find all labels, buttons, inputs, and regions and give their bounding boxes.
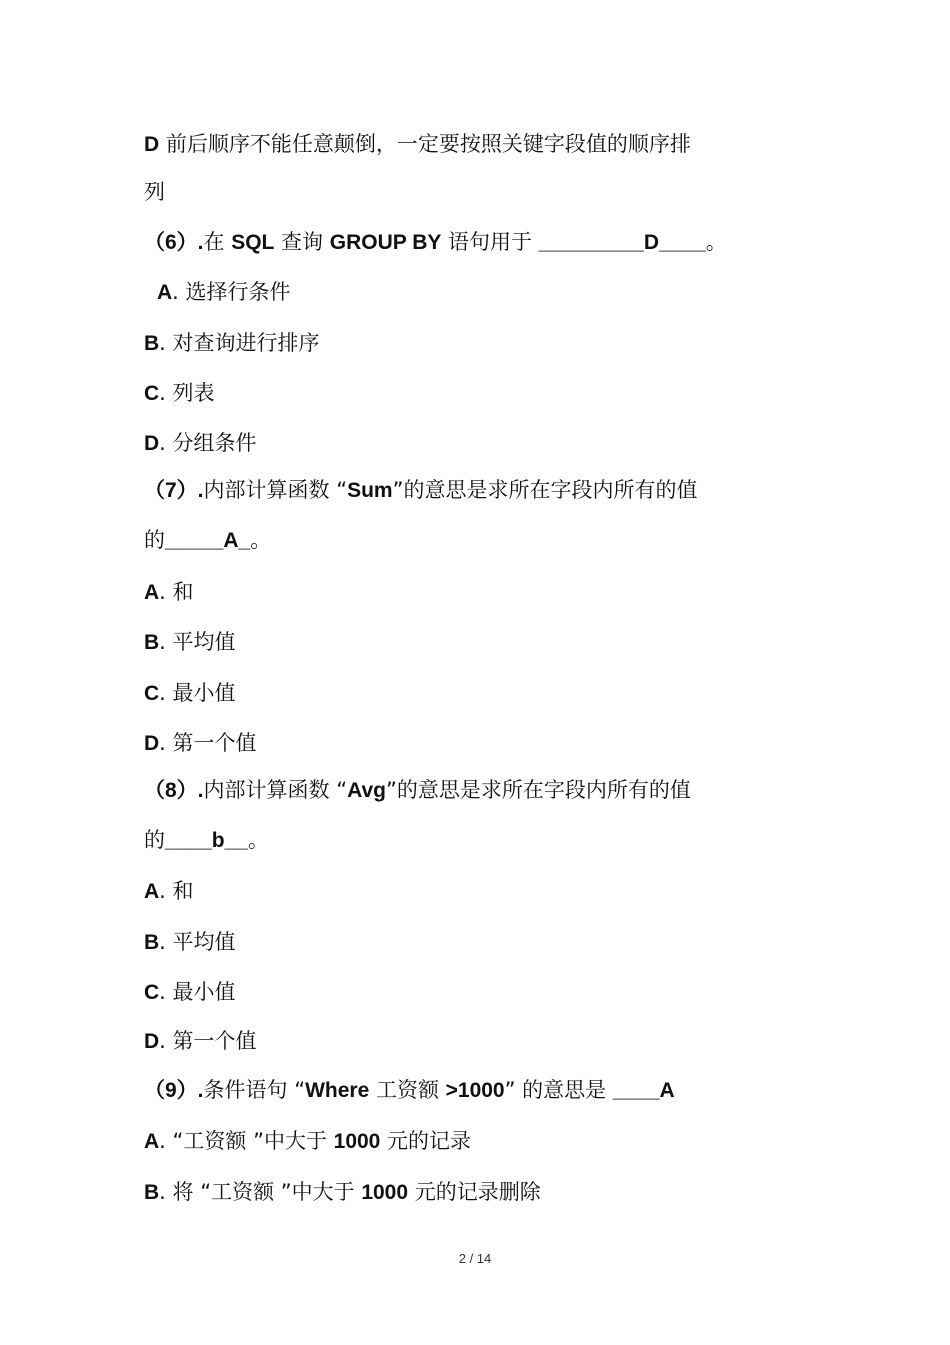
option-text: . 对查询进行排序 — [159, 331, 320, 355]
answer-blank: _________D____ — [538, 231, 706, 254]
line-text: 。 — [705, 230, 727, 254]
answer-blank: ____b__ — [165, 829, 248, 852]
line-text: 前后顺序不能任意颠倒，一定要按照关键字段值的顺序排 — [159, 132, 691, 156]
keyword: Sum — [347, 479, 393, 502]
option-letter: D — [144, 732, 160, 755]
question-6 — [144, 227, 727, 258]
option-c — [144, 378, 215, 409]
question-7-cont — [144, 525, 271, 556]
text-line — [144, 177, 165, 207]
line-text: 。 — [247, 828, 269, 852]
option-letter: B — [144, 931, 160, 954]
question-number: （6）. — [144, 231, 204, 254]
text-line — [144, 129, 691, 160]
keyword: SQL — [231, 231, 275, 254]
number: 1000 — [333, 1130, 381, 1153]
question-7 — [144, 475, 697, 506]
line-text: ”的意思是求所在字段内所有的值 — [385, 778, 691, 802]
line-text: 。 — [250, 528, 272, 552]
option-letter: B — [144, 1181, 160, 1204]
number: 1000 — [361, 1181, 409, 1204]
option-letter: B — [144, 631, 160, 654]
option-letter: A — [144, 1130, 160, 1153]
option-text: . 第一个值 — [159, 731, 257, 755]
question-number: （7）. — [144, 479, 204, 502]
option-text: . 分组条件 — [159, 431, 257, 455]
option-letter: A — [144, 581, 160, 604]
option-letter: D — [144, 432, 160, 455]
line-text: 工资额 — [369, 1078, 446, 1102]
option-a — [144, 1126, 471, 1157]
line-text: 内部计算函数 “ — [203, 478, 348, 502]
question-number: （9）. — [144, 1079, 204, 1102]
question-8 — [144, 775, 691, 806]
option-text: . 第一个值 — [159, 1029, 257, 1053]
option-text: . 和 — [159, 580, 194, 604]
answer-blank: _____A_ — [165, 529, 251, 552]
option-d — [144, 428, 257, 459]
line-text: 内部计算函数 “ — [203, 778, 348, 802]
option-c — [144, 977, 236, 1008]
option-a — [157, 277, 291, 308]
option-text: . 平均值 — [159, 930, 236, 954]
line-text: 条件语句 “ — [203, 1078, 306, 1102]
option-letter: D — [144, 1030, 160, 1053]
option-b — [144, 927, 236, 958]
option-text: . 最小值 — [159, 681, 236, 705]
option-text: . 最小值 — [159, 980, 236, 1004]
line-text: 查询 — [274, 230, 330, 254]
option-text: . 列表 — [159, 381, 215, 405]
question-9 — [144, 1075, 675, 1106]
option-text: . “工资额 ”中大于 — [159, 1129, 334, 1153]
option-letter: C — [144, 382, 160, 405]
option-text: 元的记录 — [380, 1129, 472, 1153]
option-text: . 选择行条件 — [172, 280, 291, 304]
option-b — [144, 328, 320, 359]
line-text: ”的意思是求所在字段内所有的值 — [392, 478, 698, 502]
keyword: >1000 — [445, 1079, 505, 1102]
option-c — [144, 678, 236, 709]
option-letter: B — [144, 332, 160, 355]
option-b — [144, 1177, 541, 1208]
line-text: ” 的意思是 — [504, 1078, 613, 1102]
option-a — [144, 577, 194, 608]
option-letter: A — [144, 880, 160, 903]
line-text: 列 — [144, 180, 165, 204]
option-text: . 和 — [159, 879, 194, 903]
line-text: 语句用于 — [441, 230, 539, 254]
keyword: Avg — [347, 779, 386, 802]
line-text: 的 — [144, 828, 165, 852]
answer-blank: ____A — [612, 1079, 675, 1102]
page-number: 2 / 14 — [458, 1251, 492, 1266]
option-d — [144, 728, 257, 759]
option-d — [144, 1026, 257, 1057]
question-8-cont — [144, 825, 269, 856]
line-text: 的 — [144, 528, 165, 552]
option-a — [144, 876, 194, 907]
option-letter: D — [144, 133, 160, 156]
question-number: （8）. — [144, 779, 204, 802]
option-text: 元的记录删除 — [408, 1180, 541, 1204]
option-letter: C — [144, 981, 160, 1004]
option-text: . 平均值 — [159, 630, 236, 654]
keyword: Where — [305, 1079, 370, 1102]
option-letter: A — [157, 281, 173, 304]
option-letter: C — [144, 682, 160, 705]
option-b — [144, 627, 236, 658]
line-text: 在 — [203, 230, 232, 254]
option-text: . 将 “工资额 ”中大于 — [159, 1180, 362, 1204]
keyword: GROUP BY — [329, 231, 442, 254]
